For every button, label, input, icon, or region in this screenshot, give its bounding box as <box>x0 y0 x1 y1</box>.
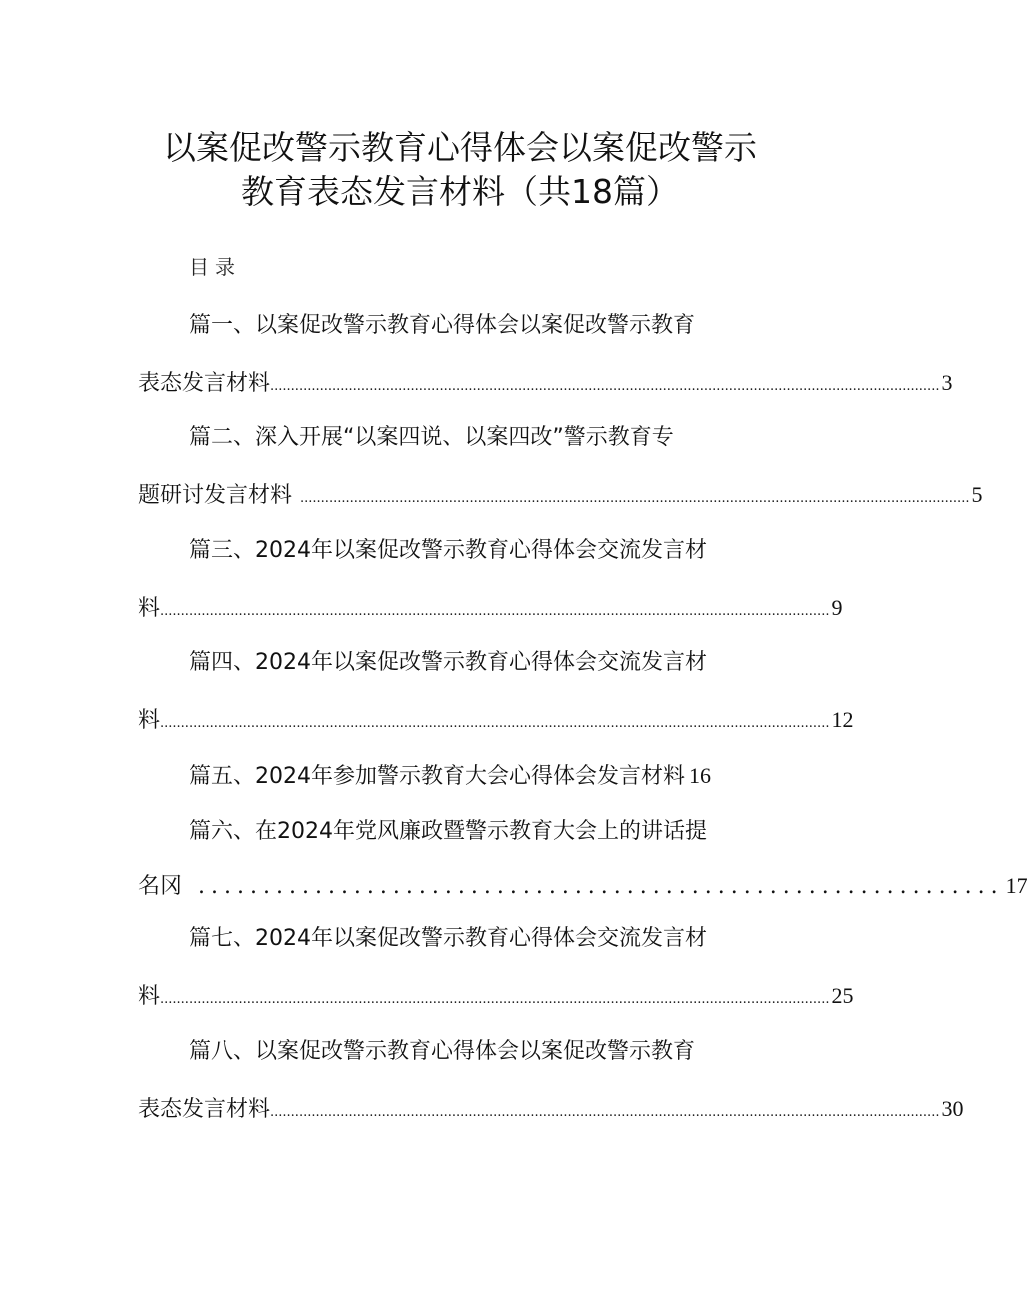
toc-entry-8-page: 30 <box>941 1096 964 1121</box>
toc-entry-4-title[interactable]: 篇四、2024年以案促改警示教育心得体会交流发言材 <box>189 650 707 675</box>
toc-entry-6-title-cont: 名冈 <box>138 874 183 899</box>
toc-entry-3-page: 9 <box>831 595 843 620</box>
toc-entry-7-page: 25 <box>831 983 854 1008</box>
toc-entry-3-continuation[interactable] <box>138 593 843 627</box>
toc-entry-1-page: 3 <box>941 370 953 395</box>
toc-entry-6-page: 17 <box>1005 873 1028 898</box>
toc-entry-4-page: 12 <box>831 707 854 732</box>
toc-leader-dots: .................................................................................................................................................................. <box>270 1105 940 1120</box>
toc-entry-5[interactable] <box>189 761 711 792</box>
document-title-line-1: 以案促改警示教育心得体会以案促改警示 <box>163 128 757 167</box>
toc-entry-3-title-text: 篇三、2024年以案促改警示教育心得体会交流发言材 <box>189 538 707 563</box>
toc-entry-7-title[interactable]: 篇七、2024年以案促改警示教育心得体会交流发言材 <box>189 926 707 951</box>
document-title-line-2: 教育表态发言材料（共18篇） <box>241 172 679 211</box>
toc-leader-dots: .................................................................................................................................................................. <box>160 992 830 1007</box>
toc-entry-8-continuation[interactable] <box>138 1094 964 1128</box>
toc-entry-2-title[interactable]: 篇二、深入开展“以案四说、以案四改”警示教育专 <box>189 425 674 450</box>
toc-leader-dots: .................................................................................................................................................................. <box>270 379 940 394</box>
toc-entry-4-continuation[interactable] <box>138 705 854 739</box>
toc-entry-3-title-cont: 料 <box>138 596 161 621</box>
toc-leader-dots: .............................................................. <box>198 874 1004 899</box>
toc-entry-1-title[interactable]: 篇一、以案促改警示教育心得体会以案促改警示教育 <box>189 313 696 338</box>
toc-entry-5-page: 16 <box>689 763 711 788</box>
toc-entry-2-page: 5 <box>971 482 983 507</box>
toc-entry-4-title-cont: 料 <box>138 708 161 733</box>
toc-entry-2-continuation[interactable] <box>138 480 983 514</box>
toc-leader-dots: .................................................................................................................................................................. <box>160 604 830 619</box>
toc-entry-2-title-cont: 题研讨发言材料 <box>138 483 293 508</box>
toc-entry-8-title-cont: 表态发言材料 <box>138 1097 271 1122</box>
toc-entry-7-continuation[interactable] <box>138 981 854 1015</box>
toc-entry-7-title-cont: 料 <box>138 984 161 1009</box>
toc-entry-1-continuation[interactable] <box>138 368 953 402</box>
toc-entry-3-title[interactable] <box>189 536 707 566</box>
toc-entry-1-title-cont: 表态发言材料 <box>138 371 271 396</box>
toc-leader-dots: .................................................................................................................................................................. <box>300 491 970 506</box>
toc-entry-8-title[interactable]: 篇八、以案促改警示教育心得体会以案促改警示教育 <box>189 1039 696 1064</box>
toc-entry-6-continuation[interactable] <box>138 871 1028 902</box>
toc-leader-dots: .................................................................................................................................................................. <box>160 716 830 731</box>
toc-heading: 目录 <box>189 255 241 279</box>
toc-entry-5-title: 篇五、2024年参加警示教育大会心得体会发言材料 <box>189 764 685 789</box>
toc-entry-6-title[interactable]: 篇六、在2024年党风廉政暨警示教育大会上的讲话提 <box>189 819 707 844</box>
